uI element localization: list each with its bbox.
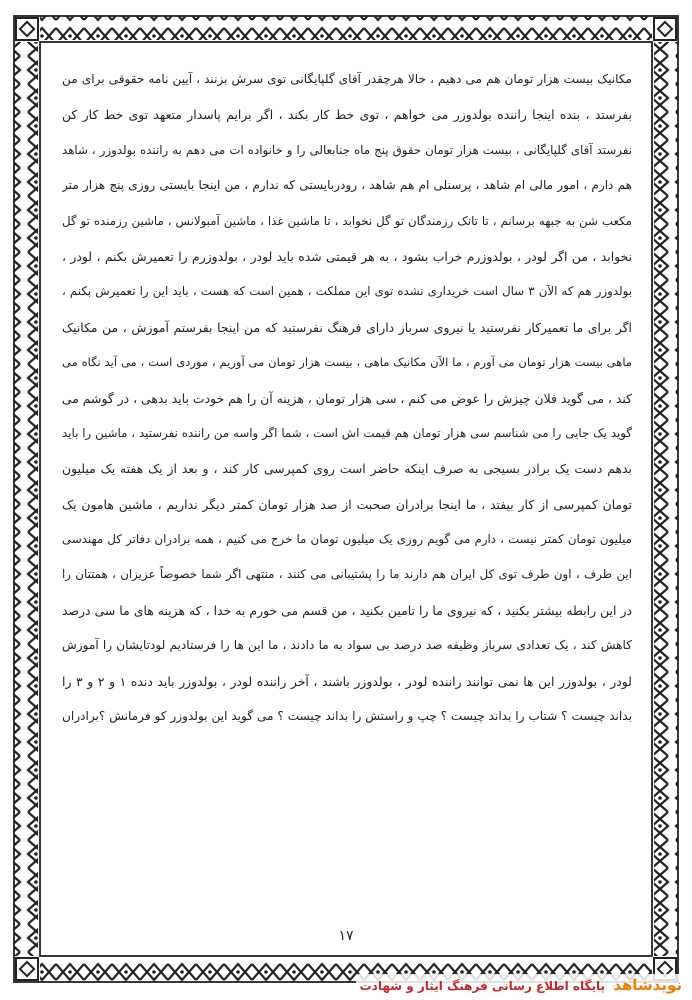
text-line: کاهش کند ، یک تعدادی سرباز وظیفه صد درصد بی سواد به ما دادند ، ما این ها را فرستادیم لودتایشان را آموزش: [62, 638, 632, 653]
text-line: بفرستد ، بنده اینجا راننده بولدوزر می خواهم ، توی خط کار بکند ، اگر برایم پاسدار متعهد توی خط کار کن: [62, 107, 632, 123]
text-line: بداند چیست ؟ شتاب را بداند چیست ؟ چپ و راستش را بداند چیست ؟ می گوید این بولدوزر کو فرمانش ؟برادران: [62, 709, 632, 724]
text-line: نفرستد آقای گلپایگانی ، بیست هزار تومان حقوق پنج ماه جنابعالی را و خانواده ات می دهم به راننده بولدوزر ، شاهد: [62, 142, 632, 157]
text-line: مکانیک بیست هزار تومان هم می دهیم ، حالا هرچقدر آقای گلپایگانی توی سرش بزنند ، آیین نامه حقوقی برای من: [62, 72, 632, 86]
text-line: تومان کمپرسی از کار بیفتد ، ما اینجا برادران صحبت از صد هزار تومان کمتر دیگر نداریم ، ماشین هامون یک: [62, 496, 632, 512]
watermark-text: پایگاه اطلاع رسانی فرهنگ ایثار و شهادت: [359, 979, 606, 993]
text-line: ماهی بیست هزار تومان می آورم ، ما الآن مکانیک ماهی ، بیست هزار تومان می آوریم ، موردی است ، می آید نگاه می: [62, 355, 632, 370]
text-line: نخوابد ، من اگر لودر ، بولدوزرم خراب بشود ، به هر قیمتی شده باید لودر ، بولدوزرم را تعمیرش بکنم ، لودر ،: [62, 248, 632, 264]
page-number: ۱۷: [338, 928, 354, 944]
text-line: گوید یک جایی را می شناسم سی هزار تومان هم قیمت اش است ، شما اگر واسه من راننده نفرستید ، ماشین را باید: [62, 425, 632, 440]
text-line: کند ، می گوید فلان چیزش را عوض می کنم ، سی هزار تومان ، هزینه آن را هم خودت باید بدهی ، در گوشم می: [62, 390, 632, 406]
text-line: در این رابطه بیشتر بکنید ، که نیروی ما را تامین بکنید ، من قسم می خورم به خدا ، که هزینه های ما سی درصد: [62, 602, 632, 618]
text-line: هم دارم ، امور مالی ام شاهد ، پرسنلی ام هم شاهد ، رودربایستی که ندارم ، من اینجا بایستی روزی پنج هزار متر: [62, 178, 632, 193]
text-line: میلیون تومان کمتر نیست ، دارم می گویم روزی یک میلیون تومان ما خرج می کنیم ، همه برادران دفاتر کل مهندسی: [62, 532, 632, 547]
text-line: لودر ، بولدوزر این ها نمی توانند راننده لودر ، بولدوزر باشند ، آخر راننده لودر ، بولدوزر باید دنده ۱ و ۲ و ۳ را: [62, 673, 632, 689]
text-line: اگر برای ما تعمیرکار نفرستید یا نیروی سرباز دارای فرهنگ نفرستید که من اینجا بفرستم آموزش ، من مکانیک: [62, 319, 632, 335]
site-watermark: [356, 974, 686, 996]
watermark-brand: نویدشاهد: [613, 976, 682, 994]
text-line: مکعب شن به جبهه برسانم ، تا تانک رزمندگان تو گل نخوابد ، تا ماشین غذا ، ماشین آمبولانس ، ماشین رزمنده تو گل: [62, 213, 632, 228]
text-line: بدهم دست یک برادر بسیجی به صرف اینکه حاضر است روی کمپرسی کار کند ، و بعد از یک هفته یک میلیون: [62, 461, 632, 477]
text-line: بولدوزر هم که الآن ۳ سال است خریداری نشده توی این مملکت ، همین است که هست ، باید این را تعمیرش بکنم ،: [62, 284, 632, 299]
body-text: [62, 62, 632, 734]
text-line: این طرف ، اون طرف توی کل ایران هم دارند ما را پشتیبانی می کنند ، منتهی اگر شما خصوصاً عزیزان ، همتتان را: [62, 567, 632, 582]
